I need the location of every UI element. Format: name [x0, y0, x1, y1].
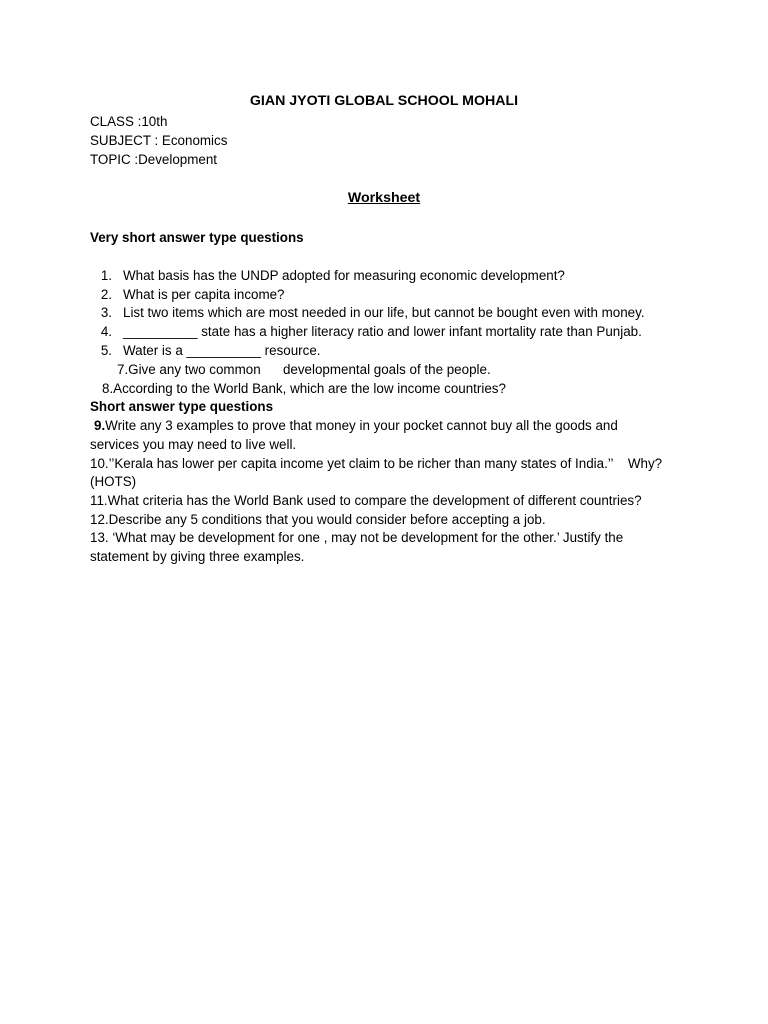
class-line: CLASS :10th	[90, 114, 168, 129]
subject-line: SUBJECT : Economics	[90, 133, 228, 148]
list-item-number: 1.	[100, 268, 112, 283]
list-item-text: Water is a __________ resource.	[123, 343, 321, 358]
question-9-number: 9.	[94, 418, 106, 433]
list-item	[90, 303, 645, 322]
question-9	[94, 416, 618, 435]
worksheet-title: Worksheet	[347, 190, 421, 206]
question-10: 10.’’Kerala has lower per capita income yet claim to be richer than many states of India.’’ Why?	[90, 456, 663, 471]
question-8: 8.According to the World Bank, which are the low income countries?	[102, 381, 506, 396]
question-13: 13. ‘What may be development for one , may not be development for the other.’ Justify the	[90, 530, 624, 545]
question-10-continued: (HOTS)	[90, 474, 137, 489]
section-heading-very-short: Very short answer type questions	[90, 230, 304, 245]
list-item-text: What basis has the UNDP adopted for measuring economic development?	[123, 268, 565, 283]
topic-line: TOPIC :Development	[90, 152, 218, 167]
list-item	[90, 341, 321, 360]
question-9-text: Write any 3 examples to prove that money in your pocket cannot buy all the goods and	[105, 418, 618, 433]
list-item-number: 2.	[100, 287, 112, 302]
list-item-text: __________ state has a higher literacy ratio and lower infant mortality rate than Punjab.	[123, 324, 642, 339]
school-name: GIAN JYOTI GLOBAL SCHOOL MOHALI	[249, 93, 519, 109]
question-11: 11.What criteria has the World Bank used to compare the development of different countries?	[90, 493, 642, 508]
list-item-number: 4.	[100, 324, 112, 339]
question-13-continued: statement by giving three examples.	[90, 549, 305, 564]
list-item-number: 5.	[100, 343, 112, 358]
question-9-continued: services you may need to live well.	[90, 437, 297, 452]
list-item-number: 3.	[100, 305, 112, 320]
list-item	[90, 285, 285, 304]
list-item-text: List two items which are most needed in our life, but cannot be bought even with money.	[123, 305, 645, 320]
question-7: 7.Give any two common developmental goals of the people.	[117, 362, 491, 377]
section-heading-short: Short answer type questions	[90, 399, 274, 414]
list-item	[90, 266, 565, 285]
list-item	[90, 322, 642, 341]
list-item-text: What is per capita income?	[123, 287, 285, 302]
question-12: 12.Describe any 5 conditions that you would consider before accepting a job.	[90, 512, 546, 527]
